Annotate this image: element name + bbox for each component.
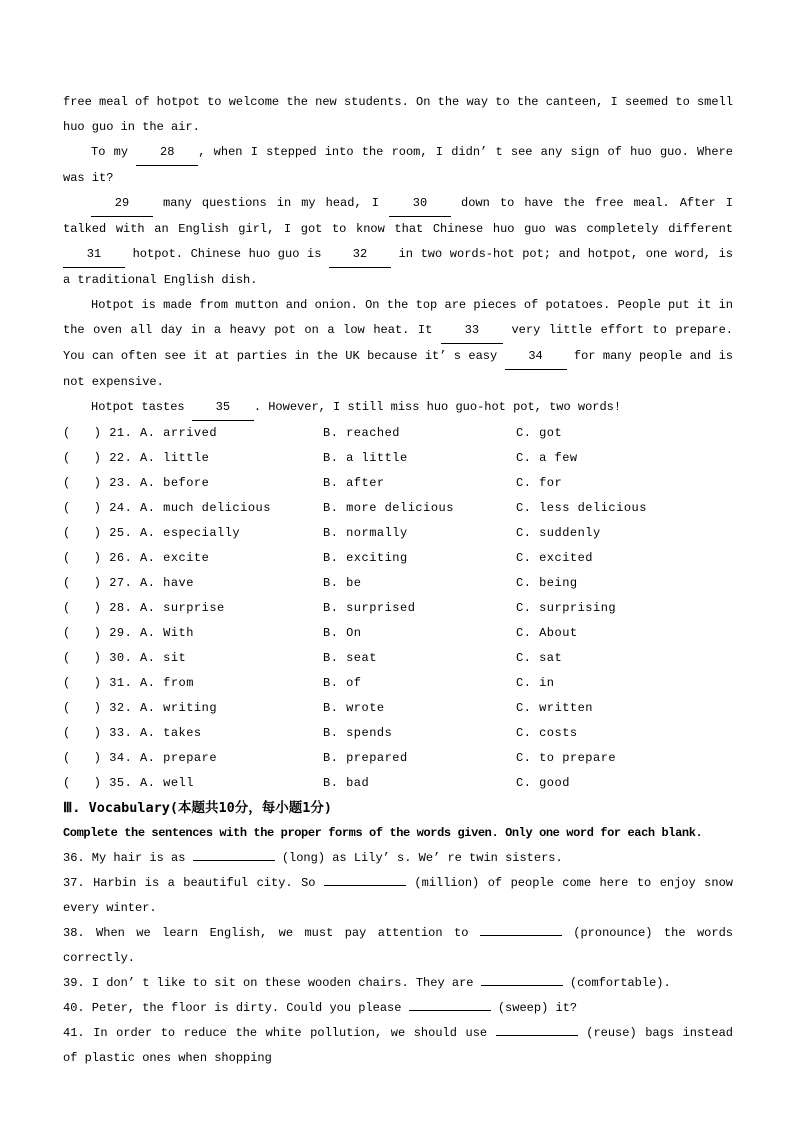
option-row: [63, 571, 733, 596]
text-run: To my: [91, 145, 137, 159]
option-row: [63, 671, 733, 696]
text-run: hotpot. Chinese huo guo is: [125, 247, 329, 261]
fill-in-blank: [496, 1035, 578, 1036]
option-row: [63, 596, 733, 621]
text-run: (million) of people come here to enjoy snow every winter.: [63, 876, 733, 915]
option-c: C. less delicious: [516, 501, 647, 515]
fill-in-blank: 31: [63, 242, 125, 268]
option-a: ( ) 22. A. little: [63, 451, 210, 465]
text-run: down to have the free meal. After I talked with an English girl, I got to know that Chinese huo guo was completely different: [63, 196, 733, 236]
vocab-item: [63, 971, 733, 996]
vocab-item: [63, 921, 733, 971]
text-run: for many people and is not expensive.: [63, 349, 733, 389]
option-c: C. being: [516, 576, 578, 590]
text-run: very little effort to prepare. You can often see it at parties in the UK because it’ s easy: [63, 323, 733, 363]
option-c: C. good: [516, 776, 570, 790]
option-c: C. costs: [516, 726, 578, 740]
section-heading: Ⅲ. Vocabulary(本题共10分，每小题1分): [63, 800, 332, 816]
fill-in-blank: [481, 985, 563, 986]
text-run: (long) as Lily’ s. We’ re twin sisters.: [274, 851, 563, 865]
option-c: C. excited: [516, 551, 594, 565]
text-run: 39. I don’ t like to sit on these wooden chairs. They are: [63, 976, 481, 990]
fill-in-blank: [480, 935, 562, 936]
option-a: ( ) 30. A. sit: [63, 651, 187, 665]
option-b: B. spends: [323, 726, 393, 740]
option-row: [63, 496, 733, 521]
option-c: C. in: [516, 676, 555, 690]
fill-in-blank: 28: [136, 140, 198, 166]
text-run: Hotpot tastes: [91, 400, 192, 414]
option-row: [63, 621, 733, 646]
option-c: C. sat: [516, 651, 563, 665]
section-instruction: Complete the sentences with the proper forms of the words given. Only one word for each blank.: [63, 826, 703, 840]
text-run: 37. Harbin is a beautiful city. So: [63, 876, 324, 890]
option-row: [63, 521, 733, 546]
vocab-item: [63, 996, 733, 1021]
option-a: ( ) 25. A. especially: [63, 526, 241, 540]
option-a: ( ) 26. A. excite: [63, 551, 210, 565]
text-run: , when I stepped into the room, I didn’ t see any sign of huo guo. Where was it?: [63, 145, 733, 185]
option-b: B. be: [323, 576, 362, 590]
option-c: C. About: [516, 626, 578, 640]
option-b: B. surprised: [323, 601, 416, 615]
option-a: ( ) 32. A. writing: [63, 701, 218, 715]
cloze-paragraph: [63, 395, 733, 421]
option-c: C. suddenly: [516, 526, 601, 540]
cloze-paragraph: [63, 293, 733, 395]
option-b: B. more delicious: [323, 501, 454, 515]
text-run: 38. When we learn English, we must pay attention to: [63, 926, 480, 940]
text-run: 40. Peter, the floor is dirty. Could you please: [63, 1001, 409, 1015]
text-run: . However, I still miss huo guo-hot pot, two words!: [253, 400, 622, 414]
fill-in-blank: 30: [389, 191, 451, 217]
option-b: B. On: [323, 626, 362, 640]
option-b: B. exciting: [323, 551, 408, 565]
option-a: ( ) 33. A. takes: [63, 726, 202, 740]
option-c: C. to prepare: [516, 751, 617, 765]
option-a: ( ) 24. A. much delicious: [63, 501, 271, 515]
fill-in-blank: 33: [441, 318, 503, 344]
cloze-paragraph: [63, 191, 733, 293]
option-c: C. a few: [516, 451, 578, 465]
cloze-options-table: [63, 421, 733, 796]
option-c: C. surprising: [516, 601, 617, 615]
fill-in-blank: 32: [329, 242, 391, 268]
option-a: ( ) 21. A. arrived: [63, 426, 218, 440]
text-run: 36. My hair is as: [63, 851, 193, 865]
option-row: [63, 446, 733, 471]
option-c: C. written: [516, 701, 594, 715]
fill-in-blank: 35: [192, 395, 254, 421]
option-b: B. prepared: [323, 751, 408, 765]
fill-in-blank: 29: [91, 191, 153, 217]
option-c: C. for: [516, 476, 563, 490]
option-b: B. normally: [323, 526, 408, 540]
option-a: ( ) 29. A. With: [63, 626, 194, 640]
option-a: ( ) 31. A. from: [63, 676, 194, 690]
option-a: ( ) 23. A. before: [63, 476, 210, 490]
option-b: B. reached: [323, 426, 401, 440]
option-row: [63, 746, 733, 771]
option-a: ( ) 27. A. have: [63, 576, 194, 590]
option-row: [63, 546, 733, 571]
option-row: [63, 771, 733, 796]
text-run: (comfortable).: [562, 976, 671, 990]
text-run: Hotpot is made from mutton and onion. On the top are pieces of potatoes. People put it in the oven all day in a heavy pot on a low heat. It: [63, 298, 733, 337]
text-run: many questions in my head, I: [153, 196, 389, 210]
page-content: [63, 90, 733, 1071]
option-a: ( ) 34. A. prepare: [63, 751, 218, 765]
option-row: [63, 696, 733, 721]
option-row: [63, 721, 733, 746]
option-row: [63, 646, 733, 671]
option-b: B. wrote: [323, 701, 385, 715]
option-row: [63, 421, 733, 446]
option-b: B. after: [323, 476, 385, 490]
option-a: ( ) 35. A. well: [63, 776, 194, 790]
text-run: 41. In order to reduce the white pollution, we should use: [63, 1026, 496, 1040]
option-a: ( ) 28. A. surprise: [63, 601, 225, 615]
text-run: (reuse) bags instead of plastic ones when shopping: [63, 1026, 733, 1065]
option-b: B. a little: [323, 451, 408, 465]
option-b: B. of: [323, 676, 362, 690]
option-c: C. got: [516, 426, 563, 440]
cloze-paragraph: [63, 90, 733, 140]
text-run: in two words-hot pot; and hotpot, one word, is a traditional English dish.: [63, 247, 733, 287]
fill-in-blank: [193, 860, 275, 861]
option-row: [63, 471, 733, 496]
fill-in-blank: 34: [505, 344, 567, 370]
cloze-paragraph: [63, 140, 733, 191]
vocab-item: [63, 871, 733, 921]
text-run: free meal of hotpot to welcome the new students. On the way to the canteen, I seemed to smell huo guo in the air.: [63, 95, 733, 134]
fill-in-blank: [409, 1010, 491, 1011]
text-run: (pronounce) the words correctly.: [63, 926, 733, 965]
vocab-item: [63, 1021, 733, 1071]
text-run: (sweep) it?: [490, 1001, 578, 1015]
option-b: B. seat: [323, 651, 377, 665]
vocab-item: [63, 846, 733, 871]
option-b: B. bad: [323, 776, 370, 790]
fill-in-blank: [324, 885, 406, 886]
